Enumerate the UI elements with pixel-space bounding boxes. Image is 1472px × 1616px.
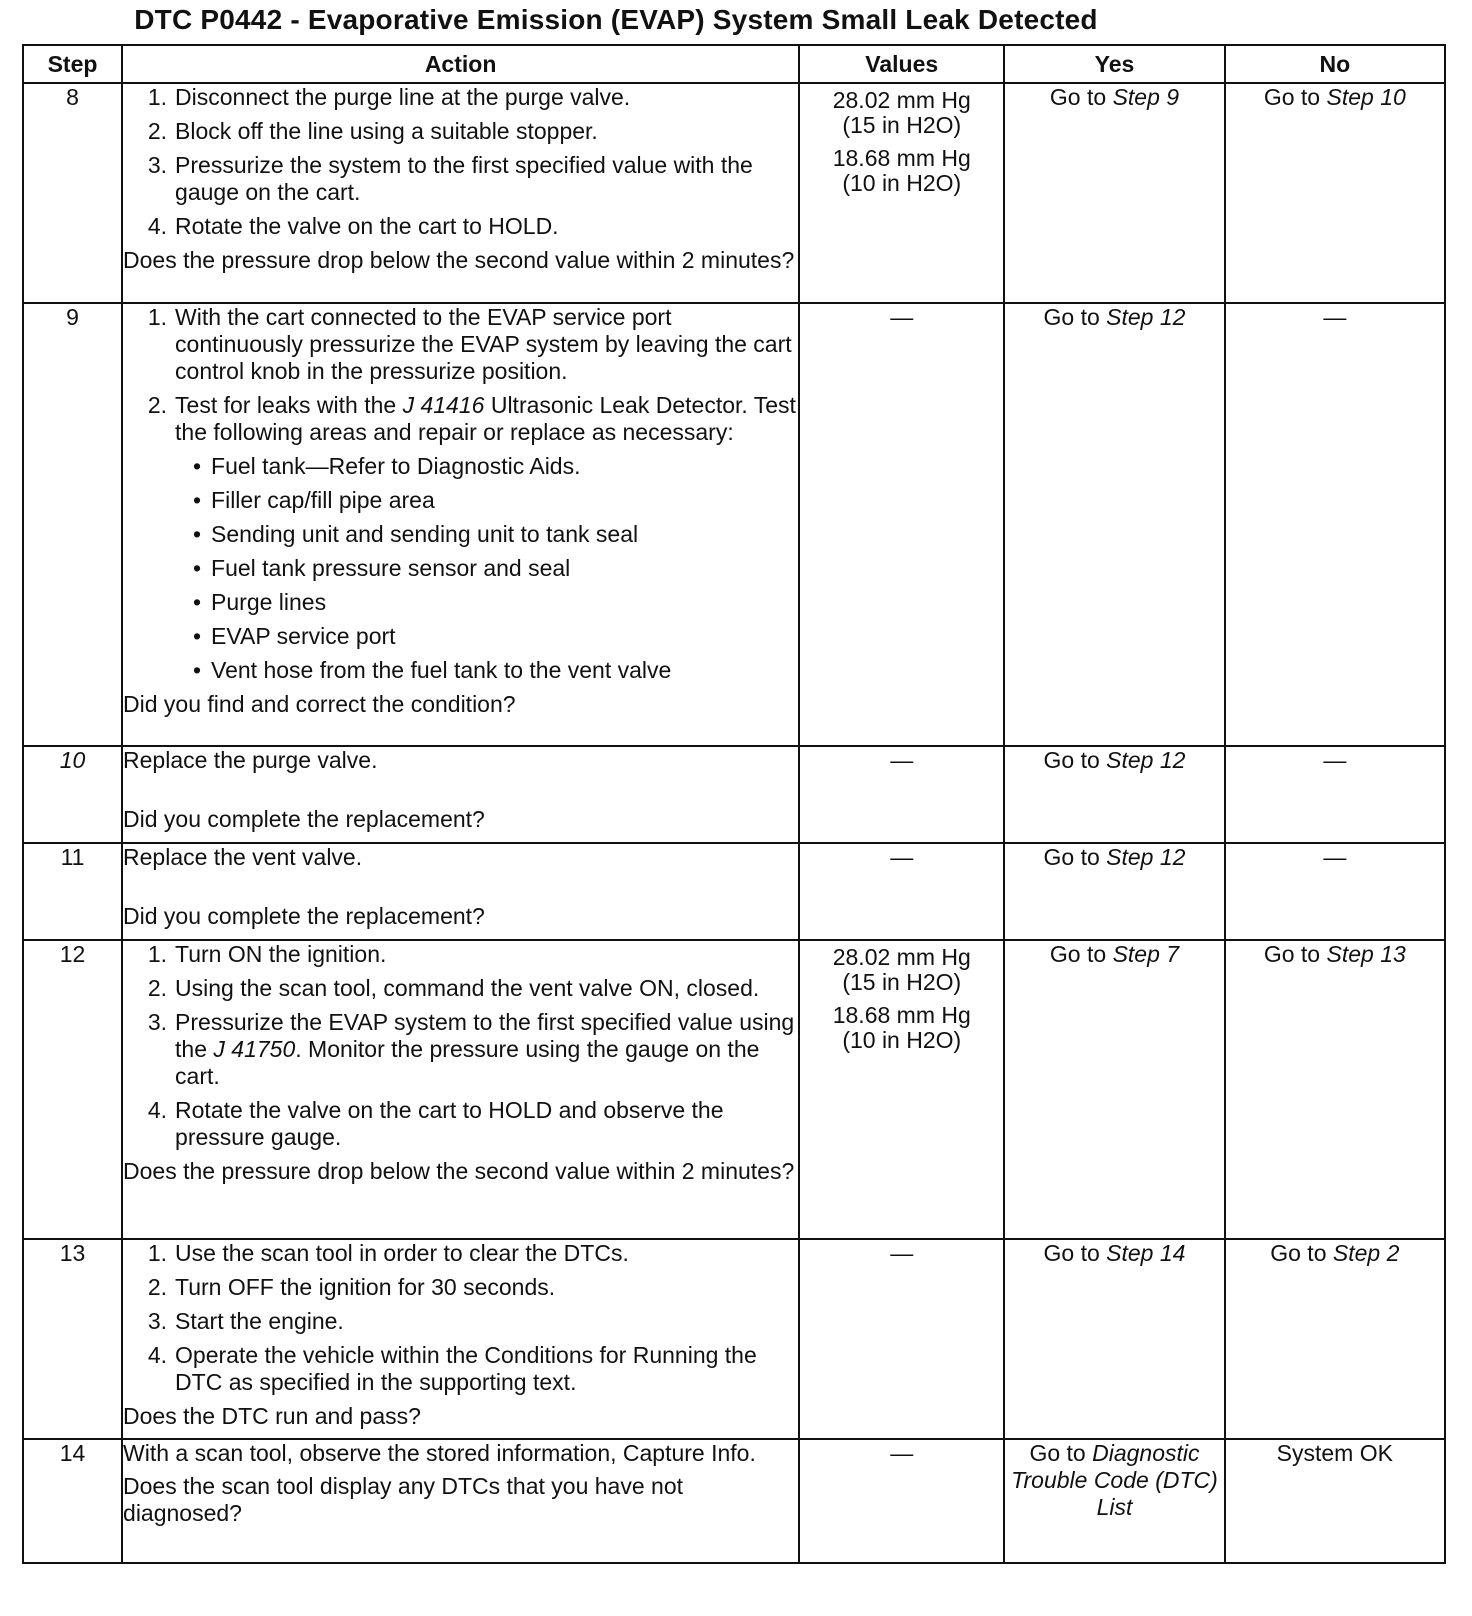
table-row-step-11 — [23, 843, 1445, 940]
header-values: Values — [799, 45, 1004, 83]
action-cell — [122, 1239, 799, 1439]
yes-cell: Go to Step 12 — [1004, 303, 1224, 746]
step-number: 10 — [23, 746, 122, 843]
list-item: 4. Rotate the valve on the cart to HOLD and observe the pressure gauge. — [147, 1097, 724, 1150]
step-link: Step 12 — [1106, 844, 1186, 870]
list-item: 3. Pressurize the EVAP system to the first specified value using the J 41750. Monitor the pressure using the gauge on the cart. — [147, 1009, 795, 1089]
action-cell — [122, 940, 799, 1239]
step-number: 12 — [23, 940, 122, 1239]
action-question: Did you complete the replacement? — [123, 903, 485, 929]
values-cell: — — [799, 746, 1004, 843]
no-cell: Go to Step 13 — [1225, 940, 1445, 1239]
header-yes: Yes — [1004, 45, 1224, 83]
list-item: 3. Pressurize the system to the first specified value with the gauge on the cart. — [147, 152, 753, 205]
action-steps — [123, 1240, 798, 1396]
list-item: • Filler cap/fill pipe area — [192, 487, 435, 513]
no-cell: System OK — [1225, 1439, 1445, 1563]
action-cell — [122, 303, 799, 746]
yes-cell: Go to Diagnostic Trouble Code (DTC) List — [1004, 1439, 1224, 1563]
dtc-list-link: Diagnostic Trouble Code (DTC) List — [1011, 1440, 1218, 1520]
action-cell — [122, 83, 799, 303]
action-question: Does the DTC run and pass? — [123, 1403, 421, 1429]
yes-cell: Go to Step 12 — [1004, 843, 1224, 940]
list-item: • Fuel tank—Refer to Diagnostic Aids. — [192, 453, 581, 479]
list-item: 1. Turn ON the ignition. — [147, 941, 387, 967]
yes-cell: Go to Step 7 — [1004, 940, 1224, 1239]
no-cell: Go to Step 10 — [1225, 83, 1445, 303]
step-link: Step 2 — [1332, 1240, 1400, 1266]
action-text: With a scan tool, observe the stored information, Capture Info. — [123, 1440, 756, 1466]
action-steps — [123, 304, 798, 446]
table-row-step-13 — [23, 1239, 1445, 1439]
step-link: Step 7 — [1112, 941, 1180, 967]
step-link: Step 13 — [1326, 941, 1406, 967]
list-item: • Fuel tank pressure sensor and seal — [192, 555, 571, 581]
list-item: • EVAP service port — [192, 623, 396, 649]
list-item: 2. Block off the line using a suitable stopper. — [147, 118, 598, 144]
yes-cell: Go to Step 9 — [1004, 83, 1224, 303]
step-number: 9 — [23, 303, 122, 746]
no-cell: Go to Step 2 — [1225, 1239, 1445, 1439]
no-cell: — — [1225, 303, 1445, 746]
action-question: Did you find and correct the condition? — [123, 691, 516, 717]
yes-cell: Go to Step 12 — [1004, 746, 1224, 843]
action-cell — [122, 843, 799, 940]
list-item: 3. Start the engine. — [147, 1308, 344, 1334]
list-item: 1. With the cart connected to the EVAP service port continuously pressurize the EVAP system by leaving the cart control knob in the pressurize position. — [147, 304, 792, 384]
table-header-row — [23, 45, 1445, 83]
action-steps — [123, 84, 798, 240]
header-action: Action — [122, 45, 799, 83]
action-question: Does the pressure drop below the second value within 2 minutes? — [123, 247, 795, 273]
action-text: Replace the purge valve. — [123, 747, 378, 773]
table-row-step-12 — [23, 940, 1445, 1239]
values-cell: 28.02 mm Hg (15 in H2O) 18.68 mm Hg (10 in H2O) — [799, 940, 1004, 1239]
action-question: Does the scan tool display any DTCs that you have not diagnosed? — [123, 1473, 684, 1526]
table-row-step-14 — [23, 1439, 1445, 1563]
list-item: • Purge lines — [192, 589, 327, 615]
page-title: DTC P0442 - Evaporative Emission (EVAP) System Small Leak Detected — [134, 4, 1098, 35]
step-number: 11 — [23, 843, 122, 940]
step-number: 13 — [23, 1239, 122, 1439]
step-link: Step 9 — [1112, 84, 1180, 110]
list-item: • Sending unit and sending unit to tank seal — [192, 521, 639, 547]
no-cell: — — [1225, 746, 1445, 843]
action-text: Replace the vent valve. — [123, 844, 363, 870]
action-cell — [122, 746, 799, 843]
list-item: 2. Turn OFF the ignition for 30 seconds. — [147, 1274, 556, 1300]
action-question: Did you complete the replacement? — [123, 806, 485, 832]
values-cell: — — [799, 843, 1004, 940]
action-question: Does the pressure drop below the second value within 2 minutes? — [123, 1158, 795, 1184]
table-row-step-9 — [23, 303, 1445, 746]
no-cell: — — [1225, 843, 1445, 940]
action-cell — [122, 1439, 799, 1563]
list-item: 2. Using the scan tool, command the vent valve ON, closed. — [147, 975, 760, 1001]
table-row-step-8 — [23, 83, 1445, 303]
list-item: 2. Test for leaks with the J 41416 Ultrasonic Leak Detector. Test the following areas and repair or replace as necessary: — [147, 392, 796, 445]
list-item: 1. Use the scan tool in order to clear the DTCs. — [147, 1240, 629, 1266]
values-cell: — — [799, 303, 1004, 746]
diagnostic-table — [22, 44, 1446, 1564]
yes-cell: Go to Step 14 — [1004, 1239, 1224, 1439]
header-no: No — [1225, 45, 1445, 83]
action-steps — [123, 941, 798, 1151]
values-cell: — — [799, 1239, 1004, 1439]
list-item: 4. Rotate the valve on the cart to HOLD. — [147, 213, 559, 239]
table-row-step-10 — [23, 746, 1445, 843]
step-number: 8 — [23, 83, 122, 303]
step-number: 14 — [23, 1439, 122, 1563]
step-link: Step 10 — [1326, 84, 1406, 110]
step-link: Step 12 — [1106, 304, 1186, 330]
list-item: 4. Operate the vehicle within the Conditions for Running the DTC as specified in the supporting text. — [147, 1342, 757, 1395]
inspection-areas — [123, 453, 798, 684]
header-step: Step — [23, 45, 122, 83]
values-cell: 28.02 mm Hg (15 in H2O) 18.68 mm Hg (10 in H2O) — [799, 83, 1004, 303]
list-item: 1. Disconnect the purge line at the purge valve. — [147, 84, 631, 110]
list-item: • Vent hose from the fuel tank to the vent valve — [192, 657, 672, 683]
step-link: Step 14 — [1106, 1240, 1186, 1266]
step-link: Step 12 — [1106, 747, 1186, 773]
values-cell: — — [799, 1439, 1004, 1563]
